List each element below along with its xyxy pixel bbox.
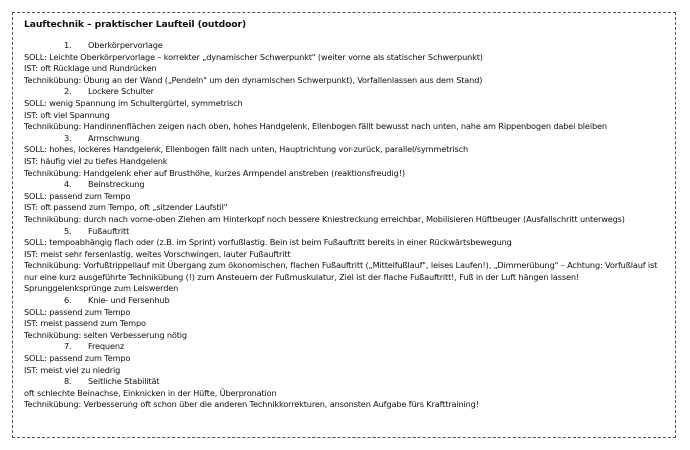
section-title: Seitliche Stabilität [88,376,160,387]
section-7-ist: IST: meist viel zu niedrig [24,364,121,375]
section-6-heading [24,295,667,307]
section-title: Lockere Schulter [88,86,154,97]
document-frame [12,12,676,438]
section-7-heading [24,341,667,353]
section-3-ist: IST: häufig viel zu tiefes Handgelenk [24,155,168,166]
section-8-heading [24,376,667,388]
section-2-heading [24,86,667,98]
section-title: Beinstreckung [88,179,145,190]
section-4-soll: SOLL: passend zum Tempo [24,190,131,201]
section-6-technik: Technikübung: selten Verbesserung nötig [24,329,187,340]
section-title: Oberkörpervorlage [88,40,163,50]
section-number: 8. [64,376,72,387]
section-title: Fußauftritt [88,225,130,236]
section-3-heading [24,133,667,145]
section-5-heading [24,226,667,238]
section-number: 1. [64,40,72,50]
section-number: 5. [64,225,72,236]
section-2-soll: SOLL: wenig Spannung im Schultergürtel, symmetrisch [24,97,243,108]
section-number: 7. [64,341,72,352]
section-1-heading [24,40,667,52]
section-7-soll: SOLL: passend zum Tempo [24,353,131,364]
section-number: 2. [64,86,72,97]
section-5-technik: Technikübung: Vorfußtrippellauf mit Übergang zum ökonomischen, flachen Fußauftritt („Mittelfußlauf", leises Laufen!), „Dimmerübung" – Achtung: Vorfußlauf ist nur eine kurz ausgeführte Technikübung (!) zum Ansteuern der Fußmuskulatur, Ziel ist der flache Fußauftritt!, Fuß in der Luft hängen lassen! Sprunggelenksprünge zum Leiswerden [24,260,658,294]
section-3-technik: Technikübung: Handgelenk eher auf Brusthöhe, kurzes Armpendel anstreben (reaktionsfreudig!) [24,167,405,178]
document-title: Lauftechnik – praktischer Laufteil (outdoor) [24,19,247,30]
section-title: Frequenz [88,341,125,352]
section-3-soll: SOLL: hohes, lockeres Handgelenk, Ellenbogen fällt nach unten, Hauptrichtung vor-zurück, parallel/symmetrisch [24,144,468,155]
section-5-soll: SOLL: tempoabhängig flach oder (z.B. im Sprint) vorfußlastig. Bein ist beim Fußauftritt bereits in einer Rückwärtsbewegung [24,237,512,248]
section-4-technik: Technikübung: durch nach vorne-oben Ziehen am Hinterkopf noch bessere Kniestreckung erreichbar, Mobilisieren Hüftbeuger (Ausfallschritt unterwegs) [24,213,625,224]
section-4-ist: IST: oft passend zum Tempo, oft „sitzender Laufstil" [24,202,228,213]
section-number: 3. [64,132,72,143]
section-1-soll: SOLL: Leichte Oberkörpervorlage – korrekter „dynamischer Schwerpunkt" (weiter vorne als statischer Schwerpunkt) [24,51,483,62]
section-title: Armschwung [88,132,140,143]
section-8-technik: Technikübung: Verbesserung oft schon über die anderen Technikkorrekturen, ansonsten Aufgabe fürs Krafttraining! [24,399,479,410]
section-2-technik: Technikübung: Handinnenflächen zeigen nach oben, hohes Handgelenk, Ellenbogen fällt bewusst nach unten, nahe am Rippenbogen dabei bleiben [24,121,607,132]
section-number: 6. [64,295,72,306]
section-title: Knie- und Fersenhub [88,295,170,306]
section-6-ist: IST: meist passend zum Tempo [24,318,146,329]
section-1-ist: IST: oft Rücklage und Rundrücken [24,63,157,74]
section-2-ist: IST: oft viel Spannung [24,109,110,120]
section-5-ist: IST: meist sehr fersenlastig, weites Vorschwingen, lauter Fußauftritt [24,248,291,259]
section-number: 4. [64,179,72,190]
section-1-technik: Technikübung: Übung an der Wand („Pendeln" um den dynamischen Schwerpunkt), Vorfallenlassen aus dem Stand) [24,74,483,85]
section-6-soll: SOLL: passend zum Tempo [24,306,131,317]
section-8-ist: oft schlechte Beinachse, Einknicken in der Hüfte, Überpronation [24,387,277,398]
section-4-heading [24,179,667,191]
